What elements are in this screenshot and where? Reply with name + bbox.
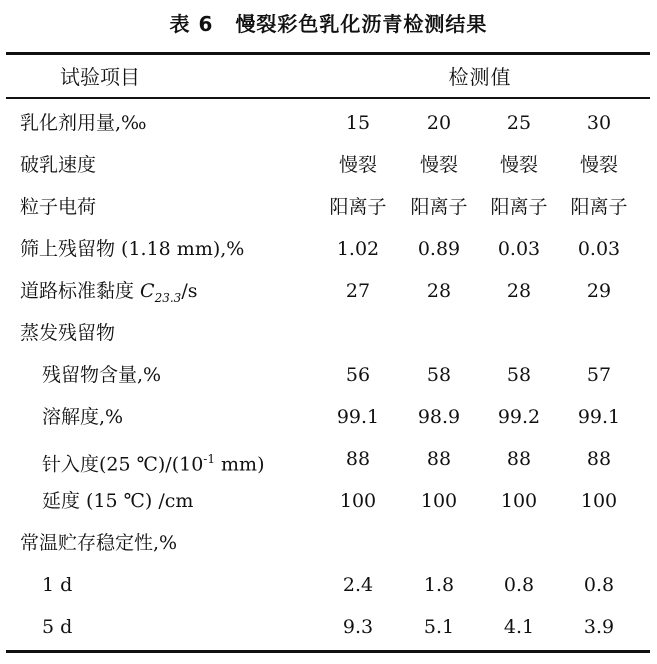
row-label: 溶解度,% bbox=[42, 406, 124, 428]
cell: 100 bbox=[339, 490, 377, 512]
table-row-ductility bbox=[0, 480, 657, 522]
cell: 29 bbox=[586, 280, 612, 302]
cell: 56 bbox=[345, 364, 371, 386]
row-label: 残留物含量,% bbox=[42, 364, 162, 386]
cell: 阳离子 bbox=[490, 196, 548, 218]
cell: 88 bbox=[426, 448, 452, 470]
table-row-emulsifier-dosage bbox=[0, 102, 657, 144]
cell: 15 bbox=[345, 112, 371, 134]
cell: 阳离子 bbox=[329, 196, 387, 218]
cell: 100 bbox=[580, 490, 618, 512]
cell: 100 bbox=[420, 490, 458, 512]
cell: 9.3 bbox=[342, 616, 374, 638]
table-row-sieve-residue bbox=[0, 228, 657, 270]
cell: 3.9 bbox=[583, 616, 615, 638]
row-label: 道路标准黏度 $C_{23.3}/s$ bbox=[20, 280, 198, 305]
table-row-solubility bbox=[0, 396, 657, 438]
cell: 2.4 bbox=[342, 574, 374, 596]
table-row-standard-viscosity bbox=[0, 270, 657, 312]
cell: 4.1 bbox=[503, 616, 535, 638]
cell: 5.1 bbox=[423, 616, 455, 638]
table-caption bbox=[0, 8, 657, 37]
cell: 58 bbox=[506, 364, 532, 386]
row-label: 破乳速度 bbox=[20, 154, 97, 176]
cell: 慢裂 bbox=[338, 154, 377, 176]
row-group-label: 常温贮存稳定性,% bbox=[20, 532, 178, 554]
cell: 57 bbox=[586, 364, 612, 386]
cell: 0.89 bbox=[417, 238, 461, 260]
header-test-value: 检测值 bbox=[448, 65, 512, 89]
cell: 慢裂 bbox=[499, 154, 538, 176]
cell: 1.02 bbox=[336, 238, 380, 260]
row-label: 1 d bbox=[42, 574, 73, 596]
cell: 99.2 bbox=[497, 406, 541, 428]
row-label: 延度 (15 ℃) /cm bbox=[42, 490, 194, 512]
cell: 58 bbox=[426, 364, 452, 386]
table-row-1-day bbox=[0, 564, 657, 606]
cell: 100 bbox=[500, 490, 538, 512]
cell: 30 bbox=[586, 112, 612, 134]
table-number: 表 6 bbox=[169, 12, 214, 36]
cell: 88 bbox=[345, 448, 371, 470]
table-row-penetration bbox=[0, 438, 657, 480]
table-row-evaporation-residue-heading bbox=[0, 312, 657, 354]
table-row-5-day bbox=[0, 606, 657, 648]
cell: 0.03 bbox=[577, 238, 621, 260]
cell: 0.8 bbox=[583, 574, 615, 596]
cell: 98.9 bbox=[417, 406, 461, 428]
row-label: 乳化剂用量,‰ bbox=[20, 112, 147, 134]
cell: 0.03 bbox=[497, 238, 541, 260]
cell: 27 bbox=[345, 280, 371, 302]
table-row-storage-stability-heading bbox=[0, 522, 657, 564]
cell: 阳离子 bbox=[570, 196, 628, 218]
header-rule bbox=[6, 97, 650, 99]
cell: 25 bbox=[506, 112, 532, 134]
top-rule bbox=[6, 52, 650, 55]
cell: 28 bbox=[426, 280, 452, 302]
table-row-residue-content bbox=[0, 354, 657, 396]
row-label: 针入度(25 $℃)/(10^{-1}$ mm) bbox=[42, 452, 265, 476]
cell: 慢裂 bbox=[419, 154, 458, 176]
table-row-demulsification-speed bbox=[0, 144, 657, 186]
bottom-rule bbox=[6, 650, 650, 653]
row-label: 筛上残留物 (1.18 mm),% bbox=[20, 238, 245, 260]
cell: 慢裂 bbox=[579, 154, 618, 176]
cell: 88 bbox=[586, 448, 612, 470]
row-label: 粒子电荷 bbox=[20, 196, 97, 218]
row-group-label: 蒸发残留物 bbox=[20, 322, 116, 344]
cell: 0.8 bbox=[503, 574, 535, 596]
cell: 88 bbox=[506, 448, 532, 470]
cell: 99.1 bbox=[577, 406, 621, 428]
cell: 阳离子 bbox=[410, 196, 468, 218]
cell: 99.1 bbox=[336, 406, 380, 428]
table-title: 慢裂彩色乳化沥青检测结果 bbox=[235, 12, 488, 36]
cell: 28 bbox=[506, 280, 532, 302]
table-row-particle-charge bbox=[0, 186, 657, 228]
header-test-item: 试验项目 bbox=[60, 65, 140, 89]
cell: 1.8 bbox=[423, 574, 455, 596]
row-label: 5 d bbox=[42, 616, 73, 638]
cell: 20 bbox=[426, 112, 452, 134]
